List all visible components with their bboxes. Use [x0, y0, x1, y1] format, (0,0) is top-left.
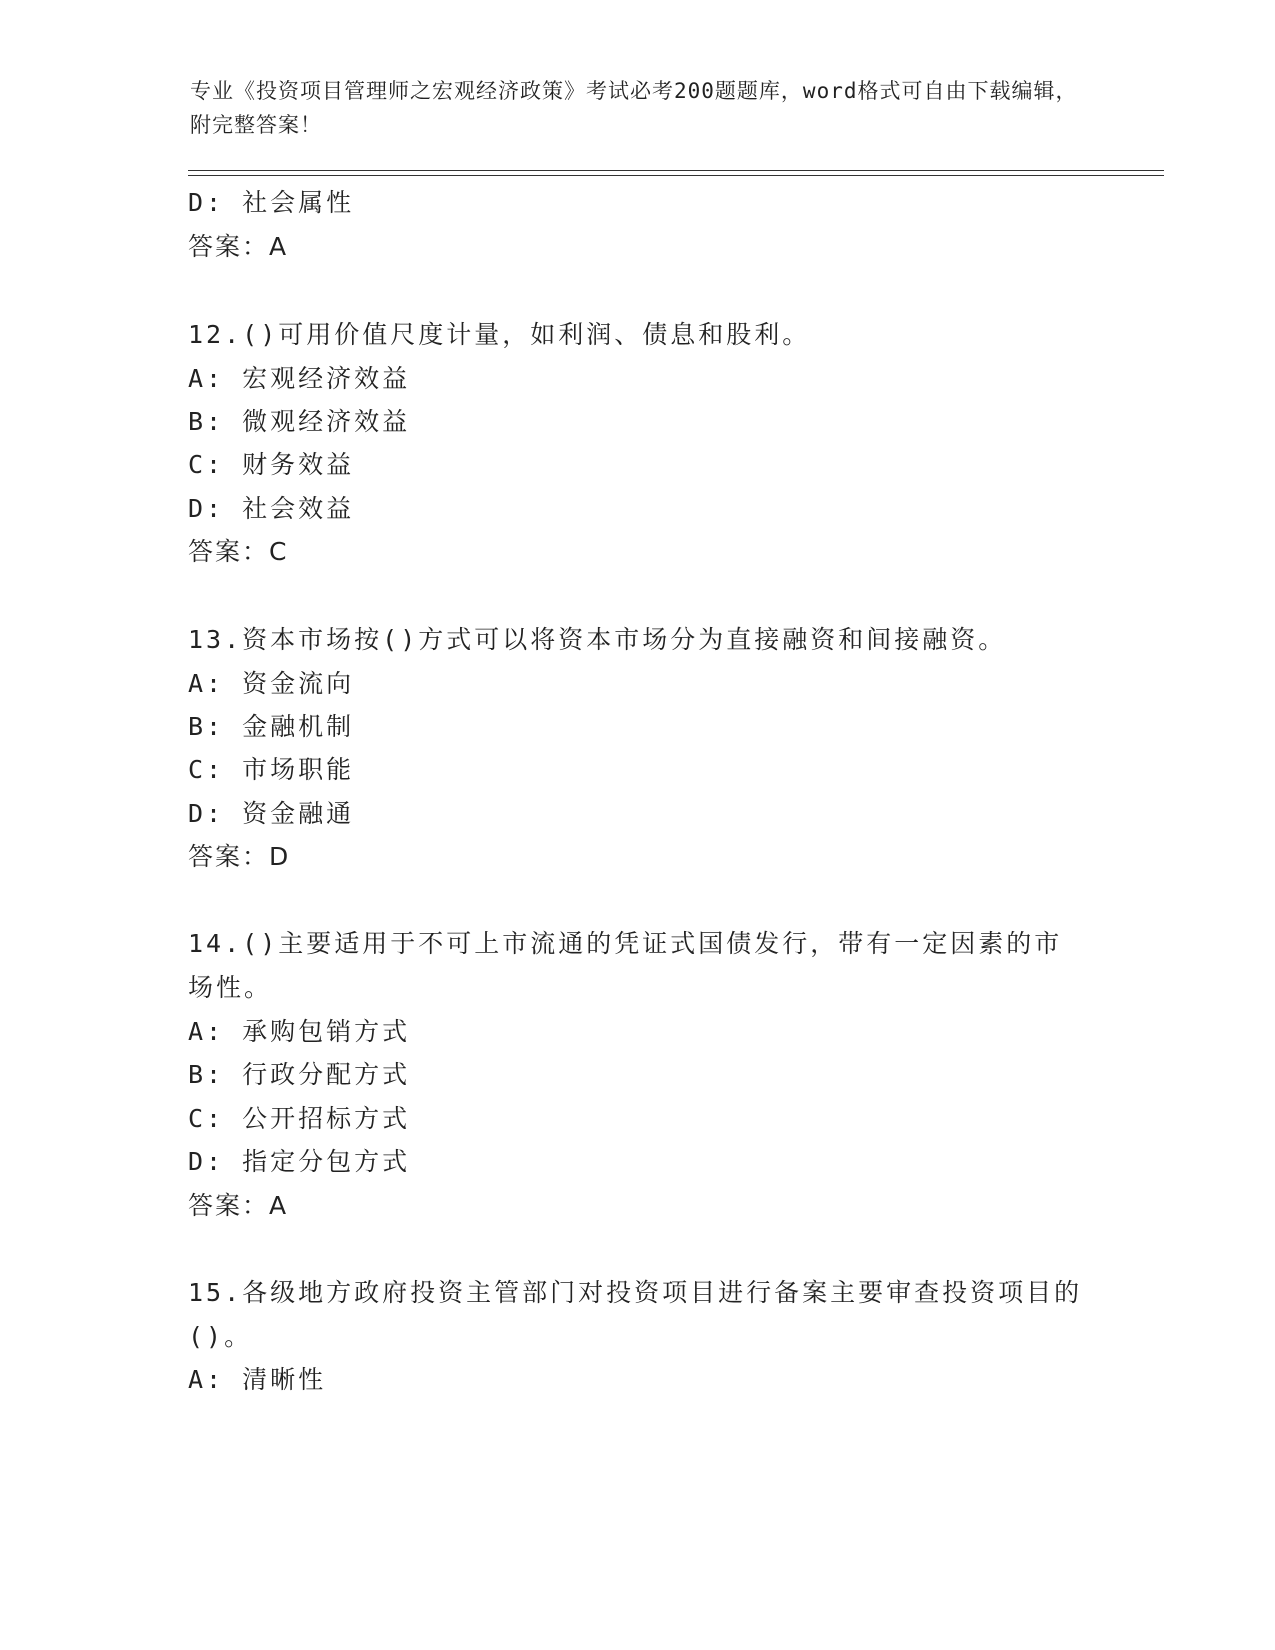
q13-answer: 答案：D [188, 842, 291, 871]
q12-answer: 答案：C [188, 537, 289, 566]
q13-option-b: B: 金融机制 [188, 712, 355, 741]
q14-question: 14.()主要适用于不可上市流通的凭证式国债发行，带有一定因素的市场性。 [188, 929, 1063, 1002]
q14-answer: 答案：A [188, 1191, 289, 1220]
q12-option-b: B: 微观经济效益 [188, 407, 411, 436]
q14-option-b: B: 行政分配方式 [188, 1060, 411, 1089]
q13-option-d: D: 资金融通 [188, 799, 355, 828]
q11-option-d: D: 社会属性 [188, 188, 355, 217]
q15-option-a: A: 清晰性 [188, 1365, 327, 1394]
q15-question: 15.各级地方政府投资主管部门对投资项目进行备案主要审查投资项目的()。 [188, 1278, 1083, 1351]
q13-question: 13.资本市场按()方式可以将资本市场分为直接融资和间接融资。 [188, 625, 1007, 654]
document-header: 专业《投资项目管理师之宏观经济政策》考试必考200题题库，word格式可自由下载编辑，附完整答案！ [190, 79, 1078, 137]
q14-option-a: A: 承购包销方式 [188, 1017, 411, 1046]
q12-option-d: D: 社会效益 [188, 494, 355, 523]
q11-answer: 答案：A [188, 232, 289, 261]
header-rule-bottom [188, 175, 1164, 176]
q12-option-c: C: 财务效益 [188, 450, 355, 479]
q14-option-d: D: 指定分包方式 [188, 1147, 411, 1176]
q13-option-a: A: 资金流向 [188, 669, 355, 698]
q14-option-c: C: 公开招标方式 [188, 1104, 411, 1133]
q13-option-c: C: 市场职能 [188, 755, 355, 784]
q12-option-a: A: 宏观经济效益 [188, 364, 411, 393]
header-rule-top [188, 170, 1164, 171]
q12-question: 12.()可用价值尺度计量，如利润、债息和股利。 [188, 320, 811, 349]
